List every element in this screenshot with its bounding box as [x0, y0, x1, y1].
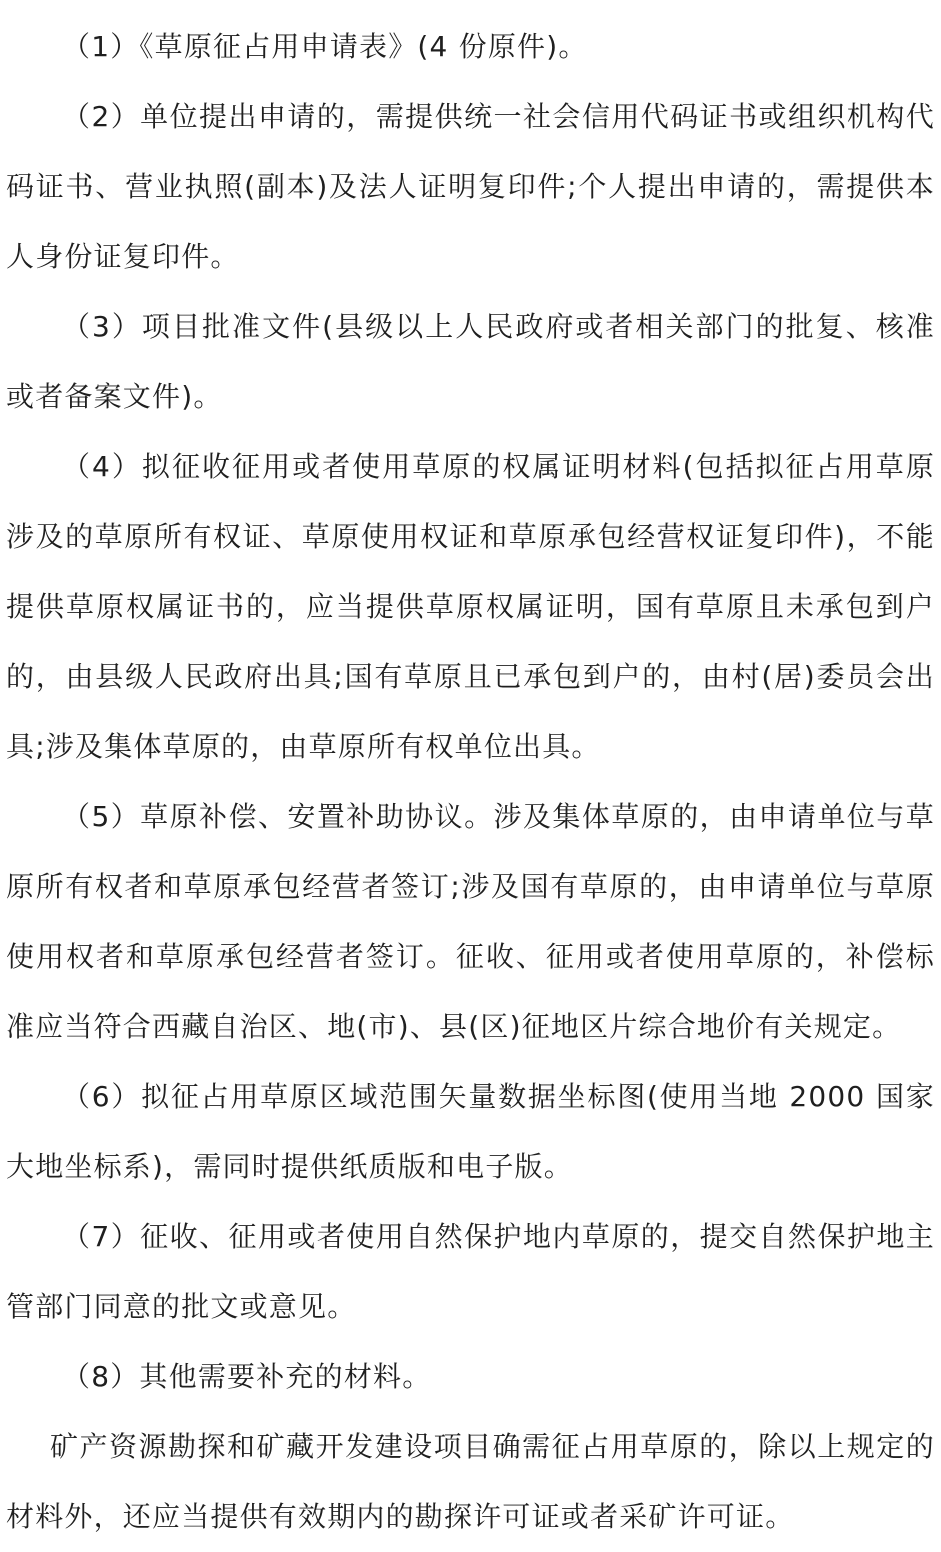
closing-paragraph: 矿产资源勘探和矿藏开发建设项目确需征占用草原的，除以上规定的材料外，还应当提供有效期内的勘探许可证或者采矿许可证。 — [6, 1430, 935, 1533]
paragraph-item-4: （4）拟征收征用或者使用草原的权属证明材料(包括拟征占用草原涉及的草原所有权证、草原使用权证和草原承包经营权证复印件)，不能提供草原权属证书的，应当提供草原权属证明，国有草原且未承包到户的，由县级人民政府出具;国有草原且已承包到户的，由村(居)委员会出具;涉及集体草原的，由草原所有权单位出具。 — [6, 450, 935, 763]
paragraph-item-6: （6）拟征占用草原区域范围矢量数据坐标图(使用当地 2000 国家大地坐标系)，需同时提供纸质版和电子版。 — [6, 1080, 935, 1183]
paragraph-item-7: （7）征收、征用或者使用自然保护地内草原的，提交自然保护地主管部门同意的批文或意见。 — [6, 1220, 935, 1323]
paragraph-item-8: （8）其他需要补充的材料。 — [62, 1360, 432, 1393]
paragraph-item-1: （1）《草原征占用申请表》(4 份原件)。 — [62, 30, 588, 63]
paragraph-item-2: （2）单位提出申请的，需提供统一社会信用代码证书或组织机构代码证书、营业执照(副本)及法人证明复印件;个人提出申请的，需提供本人身份证复印件。 — [6, 100, 935, 273]
paragraph-item-3: （3）项目批准文件(县级以上人民政府或者相关部门的批复、核准或者备案文件)。 — [6, 310, 935, 413]
paragraph-item-5: （5）草原补偿、安置补助协议。涉及集体草原的，由申请单位与草原所有权者和草原承包经营者签订;涉及国有草原的，由申请单位与草原使用权者和草原承包经营者签订。征收、征用或者使用草原的，补偿标准应当符合西藏自治区、地(市)、县(区)征地区片综合地价有关规定。 — [6, 800, 935, 1043]
